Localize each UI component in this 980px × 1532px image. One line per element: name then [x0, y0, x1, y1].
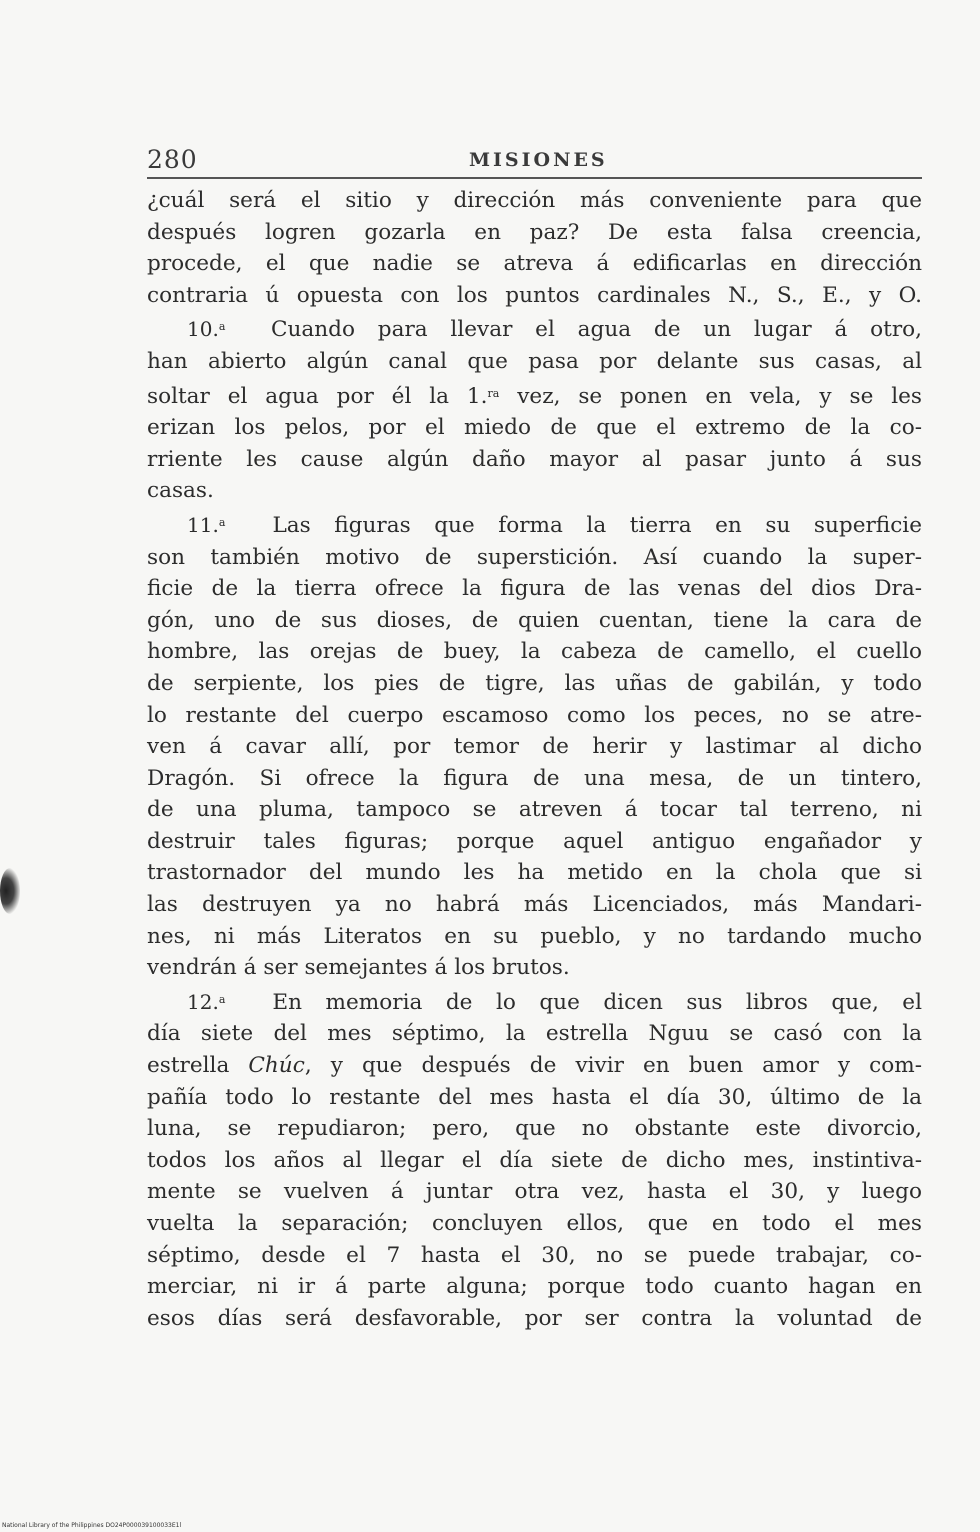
paragraph-number-sup: a — [218, 515, 226, 529]
paragraph-number: 10. — [187, 317, 219, 342]
paragraph-11 — [147, 507, 922, 984]
paragraph-number-sup: a — [218, 992, 226, 1006]
text-line — [147, 378, 922, 413]
paragraph-number: 12. — [187, 989, 219, 1014]
text-line: casas. — [147, 478, 214, 504]
scan-smudge — [0, 868, 20, 914]
text-line: rriente les cause algún daño mayor al pasar junto á sus — [147, 446, 922, 472]
text-line: mente se vuelven á juntar otra vez, hasta el 30, y luego — [147, 1179, 922, 1205]
text-line: han abierto algún canal que pasa por delante sus casas, al — [147, 348, 922, 374]
text-line: de una pluma, tampoco se atreven á tocar tal terreno, ni — [147, 797, 922, 823]
running-head: MISIONES — [469, 149, 608, 171]
text-line: de serpiente, los pies de tigre, las uñas de gabilán, y todo — [147, 670, 922, 696]
text-line: destruir tales figuras; porque aquel antiguo engañador y — [147, 828, 922, 854]
body-text — [147, 185, 922, 1334]
text-line: ¿cuál será el sitio y dirección más conveniente para que — [147, 188, 922, 213]
text-line: trastornador del mundo les ha metido en la chola que si — [147, 860, 922, 886]
text-span: estrella — [147, 1053, 249, 1079]
text-line — [147, 1050, 922, 1082]
text-line — [147, 984, 922, 1019]
text-line: contraria ú opuesta con los puntos cardinales N., S., E., y O. — [147, 282, 922, 308]
text-line: las destruyen ya no habrá más Licenciados, más Mandari- — [147, 892, 922, 918]
paragraph-continuation — [147, 185, 922, 311]
page-header — [147, 143, 922, 179]
text-line: pañía todo lo restante del mes hasta el día 30, último de la — [147, 1084, 922, 1110]
text-span: vez, se ponen en vela, y se les — [499, 383, 922, 409]
italic-name: Chúc — [248, 1053, 305, 1079]
text-line: vuelta la separación; concluyen ellos, que en todo el mes — [147, 1211, 922, 1236]
paragraph-number: 11. — [187, 512, 219, 537]
scan-footer: National Library of the Philippines DO24P000039100033E1l — [2, 1522, 182, 1529]
paragraph-number-sup: a — [218, 320, 226, 334]
text-line: esos días será desfavorable, por ser contra la voluntad de — [147, 1305, 922, 1331]
text-line: nes, ni más Literatos en su pueblo, y no tardando mucho — [147, 923, 922, 949]
text-line: hombre, las orejas de buey, la cabeza de camello, el cuello — [147, 639, 922, 665]
text-span: soltar el agua por él la 1. — [147, 383, 488, 409]
text-span: En memoria de lo que dicen sus libros que, el — [272, 989, 922, 1015]
text-line: merciar, ni ir á parte alguna; porque todo cuanto hagan en — [147, 1274, 922, 1300]
text-line: luna, se repudiaron; pero, que no obstante este divorcio, — [147, 1116, 922, 1142]
text-span: , y que después de vivir en buen amor y com- — [304, 1053, 922, 1079]
text-line: vendrán á ser semejantes á los brutos. — [147, 955, 570, 981]
ordinal-sup: ra — [487, 386, 500, 400]
text-line: erizan los pelos, por el miedo de que el extremo de la co- — [147, 415, 922, 441]
text-line: después logren gozarla en paz? De esta falsa creencia, — [147, 219, 922, 245]
page-number: 280 — [147, 145, 198, 174]
text-line: ven á cavar allí, por temor de herir y lastimar al dicho — [147, 734, 922, 760]
text-line: lo restante del cuerpo escamoso como los peces, no se atre- — [147, 702, 922, 728]
text-line — [147, 507, 922, 542]
text-line: Dragón. Si ofrece la figura de una mesa, de un tintero, — [147, 765, 922, 791]
text-span: Las figuras que forma la tierra en su superficie — [272, 512, 922, 538]
text-line: procede, el que nadie se atreva á edificarlas en dirección — [147, 251, 922, 277]
text-line: gón, uno de sus dioses, de quien cuentan, tiene la cara de — [147, 607, 922, 633]
text-line: séptimo, desde el 7 hasta el 30, no se puede trabajar, co- — [147, 1242, 922, 1268]
text-line: son también motivo de superstición. Así cuando la super- — [147, 544, 922, 570]
text-line: todos los años al llegar el día siete de dicho mes, instintiva- — [147, 1147, 922, 1173]
text-span: Cuando para llevar el agua de un lugar á otro, — [270, 317, 923, 343]
paragraph-12 — [147, 984, 922, 1335]
text-line: día siete del mes séptimo, la estrella Nguu se casó con la — [147, 1021, 922, 1047]
paragraph-10 — [147, 311, 922, 507]
text-line — [147, 311, 922, 346]
text-line: ficie de la tierra ofrece la figura de las venas del dios Dra- — [147, 576, 922, 602]
